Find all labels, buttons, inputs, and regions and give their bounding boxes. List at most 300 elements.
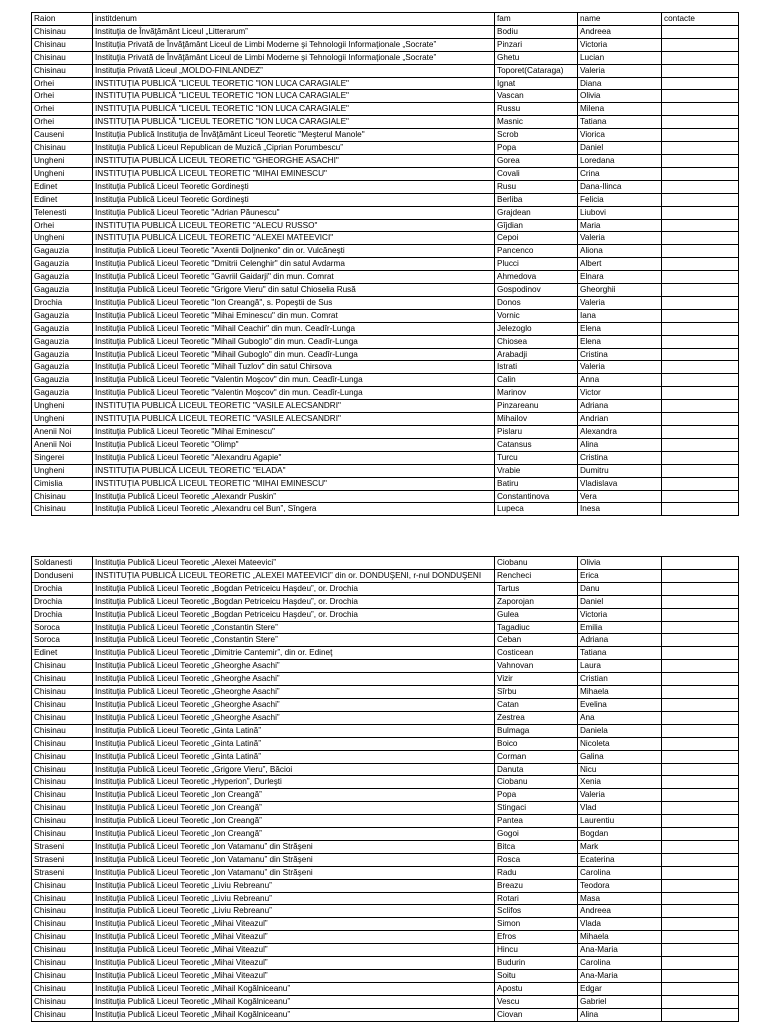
- contacts-cell: [662, 737, 739, 750]
- raion-cell: Causeni: [32, 129, 93, 142]
- surname-cell: Popa: [495, 789, 578, 802]
- name-cell: Mihaela: [578, 686, 662, 699]
- name-cell: Daniela: [578, 724, 662, 737]
- name-cell: Albert: [578, 258, 662, 271]
- raion-cell: Chisinau: [32, 142, 93, 155]
- name-cell: Evelina: [578, 698, 662, 711]
- contacts-cell: [662, 660, 739, 673]
- contacts-cell: [662, 103, 739, 116]
- contacts-cell: [662, 348, 739, 361]
- column-header: name: [578, 13, 662, 26]
- table-row: [32, 503, 739, 516]
- table-row: [32, 232, 739, 245]
- surname-cell: Efros: [495, 931, 578, 944]
- institution-cell: Instituţia Publică Liceul Teoretic "Dmitrii Celenghir" din satul Avdarma: [93, 258, 495, 271]
- name-cell: Daniel: [578, 142, 662, 155]
- name-cell: Elnara: [578, 271, 662, 284]
- table-row: [32, 724, 739, 737]
- table-row: [32, 634, 739, 647]
- name-cell: Ana-Maria: [578, 970, 662, 983]
- institution-cell: INSTITUŢIA PUBLICĂ LICEUL TEORETIC "MIHAI EMINESCU": [93, 167, 495, 180]
- contacts-cell: [662, 608, 739, 621]
- raion-cell: Chisinau: [32, 918, 93, 931]
- table-row: [32, 387, 739, 400]
- institution-cell: INSTITUŢIA PUBLICĂ LICEUL TEORETIC „ALEXEI MATEEVICI” din or. DONDUŞENI, r-nul DONDUŞENI: [93, 569, 495, 582]
- raion-cell: Drochia: [32, 582, 93, 595]
- table-row: [32, 400, 739, 413]
- table-row: [32, 686, 739, 699]
- table-row: [32, 918, 739, 931]
- surname-cell: Pinzari: [495, 38, 578, 51]
- contacts-cell: [662, 789, 739, 802]
- contacts-cell: [662, 750, 739, 763]
- raion-cell: Chisinau: [32, 982, 93, 995]
- raion-cell: Chisinau: [32, 724, 93, 737]
- name-cell: Mark: [578, 840, 662, 853]
- raion-cell: Chisinau: [32, 944, 93, 957]
- institution-cell: Instituţia Publică Liceul Teoretic „Liviu Rebreanu”: [93, 905, 495, 918]
- contacts-cell: [662, 154, 739, 167]
- surname-cell: Chiosea: [495, 335, 578, 348]
- table-row: [32, 296, 739, 309]
- surname-cell: Ghetu: [495, 51, 578, 64]
- table-row: [32, 621, 739, 634]
- table-row: [32, 464, 739, 477]
- table-row: [32, 258, 739, 271]
- table-row: [32, 142, 739, 155]
- raion-cell: Gagauzia: [32, 374, 93, 387]
- raion-cell: Chisinau: [32, 750, 93, 763]
- contacts-cell: [662, 724, 739, 737]
- table-row: [32, 129, 739, 142]
- name-cell: Teodora: [578, 879, 662, 892]
- raion-cell: Chisinau: [32, 789, 93, 802]
- surname-cell: Tartus: [495, 582, 578, 595]
- institution-cell: Instituţia Privată de Învăţământ Liceul de Limbi Moderne şi Tehnologii Informaţionale „Socrate”: [93, 51, 495, 64]
- surname-cell: Turcu: [495, 451, 578, 464]
- name-cell: Liubovi: [578, 206, 662, 219]
- contacts-cell: [662, 582, 739, 595]
- contacts-cell: [662, 595, 739, 608]
- surname-cell: Pantea: [495, 815, 578, 828]
- name-cell: Milena: [578, 103, 662, 116]
- raion-cell: Anenii Noi: [32, 426, 93, 439]
- name-cell: Valeria: [578, 64, 662, 77]
- table-row: [32, 608, 739, 621]
- name-cell: Elena: [578, 335, 662, 348]
- table-row: [32, 737, 739, 750]
- raion-cell: Gagauzia: [32, 387, 93, 400]
- raion-cell: Ungheni: [32, 400, 93, 413]
- institution-cell: Instituţia Publică Liceul Teoretic „Hyperion”, Durleşti: [93, 776, 495, 789]
- surname-cell: Apostu: [495, 982, 578, 995]
- contacts-cell: [662, 64, 739, 77]
- institution-cell: Instituţia Publică Liceul Teoretic "Valentin Moşcov" din mun. Ceadîr-Lunga: [93, 374, 495, 387]
- surname-cell: Grajdean: [495, 206, 578, 219]
- contacts-cell: [662, 970, 739, 983]
- table-row: [32, 426, 739, 439]
- raion-cell: Gagauzia: [32, 348, 93, 361]
- surname-cell: Ciobanu: [495, 776, 578, 789]
- raion-cell: Chisinau: [32, 698, 93, 711]
- contacts-cell: [662, 387, 739, 400]
- contacts-cell: [662, 490, 739, 503]
- name-cell: Lucian: [578, 51, 662, 64]
- raion-cell: Chisinau: [32, 931, 93, 944]
- name-cell: Valeria: [578, 361, 662, 374]
- institution-cell: Instituţia Publică Liceul Teoretic „Constantin Stere”: [93, 621, 495, 634]
- institution-cell: Instituţia Publică Liceul Teoretic „Ion Vatamanu” din Străşeni: [93, 840, 495, 853]
- name-cell: Inesa: [578, 503, 662, 516]
- name-cell: Dumitru: [578, 464, 662, 477]
- table-row: [32, 647, 739, 660]
- contacts-cell: [662, 763, 739, 776]
- raion-cell: Gagauzia: [32, 361, 93, 374]
- column-header: Raion: [32, 13, 93, 26]
- table-row: [32, 569, 739, 582]
- table-row: [32, 1008, 739, 1021]
- institution-cell: INSTITUŢIA PUBLICĂ "LICEUL TEORETIC "ION LUCA CARAGIALE": [93, 90, 495, 103]
- institution-cell: Instituţia Publică Liceul Teoretic „Bogdan Petriceicu Haşdeu”, or. Drochia: [93, 608, 495, 621]
- name-cell: Maria: [578, 219, 662, 232]
- table-row: [32, 193, 739, 206]
- name-cell: Valeria: [578, 296, 662, 309]
- contacts-cell: [662, 503, 739, 516]
- raion-cell: Chisinau: [32, 892, 93, 905]
- surname-cell: Covali: [495, 167, 578, 180]
- surname-cell: Vescu: [495, 995, 578, 1008]
- institution-cell: Instituţia Publică Liceul Teoretic „Liviu Rebreanu”: [93, 879, 495, 892]
- institution-cell: Instituţia Publică Liceul Teoretic "Ion Creangă", s. Popeştii de Sus: [93, 296, 495, 309]
- raion-cell: Straseni: [32, 866, 93, 879]
- surname-cell: Gulea: [495, 608, 578, 621]
- surname-cell: Stingaci: [495, 802, 578, 815]
- surname-cell: Plucci: [495, 258, 578, 271]
- table-row: [32, 103, 739, 116]
- institution-cell: Instituţia Publică Liceul Teoretic „Constantin Stere”: [93, 634, 495, 647]
- spreadsheet-table-bottom: [31, 556, 739, 1022]
- raion-cell: Chisinau: [32, 802, 93, 815]
- raion-cell: Orhei: [32, 77, 93, 90]
- surname-cell: Mihailov: [495, 413, 578, 426]
- surname-cell: Lupeca: [495, 503, 578, 516]
- name-cell: Carolina: [578, 957, 662, 970]
- raion-cell: Orhei: [32, 219, 93, 232]
- raion-cell: Ungheni: [32, 413, 93, 426]
- contacts-cell: [662, 400, 739, 413]
- name-cell: Masa: [578, 892, 662, 905]
- surname-cell: Soitu: [495, 970, 578, 983]
- institution-cell: Instituţia Publică Instituţia de Învăţământ Liceul Teoretic "Meşterul Manole": [93, 129, 495, 142]
- surname-cell: Vahnovan: [495, 660, 578, 673]
- institution-cell: Instituţia Publică Liceul Teoretic „Gheorghe Asachi”: [93, 673, 495, 686]
- contacts-cell: [662, 673, 739, 686]
- table-row: [32, 944, 739, 957]
- name-cell: Ecaterina: [578, 853, 662, 866]
- institution-cell: Instituţia Publică Liceul Teoretic „Ion Creangă”: [93, 802, 495, 815]
- raion-cell: Chisinau: [32, 828, 93, 841]
- contacts-cell: [662, 686, 739, 699]
- table-row: [32, 970, 739, 983]
- raion-cell: Chisinau: [32, 25, 93, 38]
- institution-cell: INSTITUŢIA PUBLICĂ LICEUL TEORETIC "MIHAI EMINESCU": [93, 477, 495, 490]
- institution-cell: Instituţia Publică Liceul Teoretic „Ion Vatamanu” din Străşeni: [93, 866, 495, 879]
- institution-cell: Instituţia Publică Liceul Teoretic „Alexandru cel Bun”, Sîngera: [93, 503, 495, 516]
- contacts-cell: [662, 206, 739, 219]
- name-cell: Tatiana: [578, 116, 662, 129]
- name-cell: Vladislava: [578, 477, 662, 490]
- name-cell: Edgar: [578, 982, 662, 995]
- contacts-cell: [662, 51, 739, 64]
- table-row: [32, 167, 739, 180]
- raion-cell: Ungheni: [32, 154, 93, 167]
- contacts-cell: [662, 892, 739, 905]
- table-row: [32, 892, 739, 905]
- institution-cell: Instituţia Publică Liceul Teoretic „Alexandr Puskin”: [93, 490, 495, 503]
- surname-cell: Costicean: [495, 647, 578, 660]
- name-cell: Diana: [578, 77, 662, 90]
- institution-cell: Instituţia Publică Liceul Teoretic "Grigore Vieru" din satul Chioselia Rusă: [93, 284, 495, 297]
- surname-cell: Rotari: [495, 892, 578, 905]
- contacts-cell: [662, 828, 739, 841]
- contacts-cell: [662, 284, 739, 297]
- institution-cell: Instituţia Publică Liceul Teoretic "Gavriil Gaidarji" din mun. Comrat: [93, 271, 495, 284]
- surname-cell: Gîjdian: [495, 219, 578, 232]
- table-row: [32, 335, 739, 348]
- contacts-cell: [662, 995, 739, 1008]
- spreadsheet-table-top: [31, 12, 739, 516]
- institution-cell: Instituţia Publică Liceul Teoretic „Mihai Viteazul”: [93, 931, 495, 944]
- table-row: [32, 866, 739, 879]
- contacts-cell: [662, 853, 739, 866]
- surname-cell: Ciobanu: [495, 557, 578, 570]
- name-cell: Daniel: [578, 595, 662, 608]
- raion-cell: Chisinau: [32, 995, 93, 1008]
- contacts-cell: [662, 776, 739, 789]
- surname-cell: Pislaru: [495, 426, 578, 439]
- contacts-cell: [662, 621, 739, 634]
- institution-cell: INSTITUŢIA PUBLICĂ LICEUL TEORETIC "VASILE ALECSANDRI": [93, 400, 495, 413]
- name-cell: Alina: [578, 1008, 662, 1021]
- surname-cell: Danuta: [495, 763, 578, 776]
- surname-cell: Istrati: [495, 361, 578, 374]
- name-cell: Vera: [578, 490, 662, 503]
- institution-cell: Instituţia Publică Liceul Teoretic "Mihai Eminescu" din mun. Comrat: [93, 309, 495, 322]
- table-row: [32, 982, 739, 995]
- raion-cell: Ungheni: [32, 167, 93, 180]
- surname-cell: Arabadji: [495, 348, 578, 361]
- table-row: [32, 879, 739, 892]
- contacts-cell: [662, 879, 739, 892]
- contacts-cell: [662, 840, 739, 853]
- table-row: [32, 438, 739, 451]
- contacts-cell: [662, 802, 739, 815]
- name-cell: Danu: [578, 582, 662, 595]
- contacts-cell: [662, 335, 739, 348]
- institution-cell: Instituţia Publică Liceul Teoretic „Mihai Viteazul”: [93, 918, 495, 931]
- institution-cell: Instituţia Publică Liceul Teoretic Gordineşti: [93, 180, 495, 193]
- contacts-cell: [662, 957, 739, 970]
- surname-cell: Toporet(Cataraga): [495, 64, 578, 77]
- surname-cell: Rencheci: [495, 569, 578, 582]
- name-cell: Valeria: [578, 232, 662, 245]
- contacts-cell: [662, 296, 739, 309]
- table-row: [32, 206, 739, 219]
- raion-cell: Chisinau: [32, 905, 93, 918]
- surname-cell: Marinov: [495, 387, 578, 400]
- raion-cell: Gagauzia: [32, 309, 93, 322]
- raion-cell: Gagauzia: [32, 335, 93, 348]
- surname-cell: Catansus: [495, 438, 578, 451]
- table-row: [32, 815, 739, 828]
- raion-cell: Chisinau: [32, 673, 93, 686]
- name-cell: Ana-Maria: [578, 944, 662, 957]
- surname-cell: Catan: [495, 698, 578, 711]
- institution-cell: INSTITUŢIA PUBLICĂ LICEUL TEORETIC "ALEXEI MATEEVICI": [93, 232, 495, 245]
- raion-cell: Drochia: [32, 595, 93, 608]
- institution-cell: INSTITUŢIA PUBLICĂ LICEUL TEORETIC "ELADA": [93, 464, 495, 477]
- name-cell: Gheorghii: [578, 284, 662, 297]
- institution-cell: Instituţia Publică Liceul Teoretic „Mihai Viteazul”: [93, 957, 495, 970]
- contacts-cell: [662, 634, 739, 647]
- contacts-cell: [662, 557, 739, 570]
- surname-cell: Gorea: [495, 154, 578, 167]
- raion-cell: Chisinau: [32, 957, 93, 970]
- name-cell: Vlada: [578, 918, 662, 931]
- surname-cell: Breazu: [495, 879, 578, 892]
- institution-cell: Instituţia Publică Liceul Teoretic „Ginta Latină”: [93, 750, 495, 763]
- contacts-cell: [662, 38, 739, 51]
- name-cell: Viorica: [578, 129, 662, 142]
- raion-cell: Edinet: [32, 193, 93, 206]
- contacts-cell: [662, 905, 739, 918]
- institution-cell: Instituţia Privată Liceul „MOLDO-FINLANDEZ”: [93, 64, 495, 77]
- raion-cell: Straseni: [32, 853, 93, 866]
- contacts-cell: [662, 258, 739, 271]
- institution-cell: Instituţia Publică Liceul Teoretic „Bogdan Petriceicu Haşdeu”, or. Drochia: [93, 595, 495, 608]
- institution-cell: INSTITUŢIA PUBLICĂ LICEUL TEORETIC "ALECU RUSSO": [93, 219, 495, 232]
- institution-cell: Instituţia Publică Liceul Teoretic „Liviu Rebreanu”: [93, 892, 495, 905]
- name-cell: Nicoleta: [578, 737, 662, 750]
- raion-cell: Telenesti: [32, 206, 93, 219]
- table-row: [32, 582, 739, 595]
- column-header: fam: [495, 13, 578, 26]
- contacts-cell: [662, 866, 739, 879]
- surname-cell: Zaporojan: [495, 595, 578, 608]
- institution-cell: INSTITUŢIA PUBLICĂ LICEUL TEORETIC "VASILE ALECSANDRI": [93, 413, 495, 426]
- institution-cell: Instituţia Publică Liceul Teoretic "Mihail Ceachir" din mun. Ceadîr-Lunga: [93, 322, 495, 335]
- contacts-cell: [662, 711, 739, 724]
- table-row: [32, 271, 739, 284]
- institution-cell: INSTITUŢIA PUBLICĂ "LICEUL TEORETIC "ION LUCA CARAGIALE": [93, 116, 495, 129]
- table-body-bottom: [32, 557, 739, 1022]
- contacts-cell: [662, 918, 739, 931]
- raion-cell: Gagauzia: [32, 322, 93, 335]
- raion-cell: Edinet: [32, 647, 93, 660]
- surname-cell: Vrabie: [495, 464, 578, 477]
- name-cell: Felicia: [578, 193, 662, 206]
- raion-cell: Chisinau: [32, 38, 93, 51]
- surname-cell: Sclifos: [495, 905, 578, 918]
- table-row: [32, 995, 739, 1008]
- surname-cell: Vascan: [495, 90, 578, 103]
- surname-cell: Rusu: [495, 180, 578, 193]
- raion-cell: Chisinau: [32, 51, 93, 64]
- raion-cell: Soroca: [32, 634, 93, 647]
- table-row: [32, 931, 739, 944]
- table-row: [32, 51, 739, 64]
- table-body-top: [32, 13, 739, 516]
- table-row: [32, 763, 739, 776]
- surname-cell: Zestrea: [495, 711, 578, 724]
- name-cell: Olivia: [578, 90, 662, 103]
- raion-cell: Chisinau: [32, 815, 93, 828]
- name-cell: Cristina: [578, 451, 662, 464]
- contacts-cell: [662, 982, 739, 995]
- institution-cell: Instituţia Publică Liceul Teoretic "Mihai Eminescu": [93, 426, 495, 439]
- raion-cell: Gagauzia: [32, 258, 93, 271]
- name-cell: Cristina: [578, 348, 662, 361]
- institution-cell: Instituţia Publică Liceul Teoretic „Ion Creangă”: [93, 828, 495, 841]
- raion-cell: Straseni: [32, 840, 93, 853]
- column-header: institdenum: [93, 13, 495, 26]
- surname-cell: Corman: [495, 750, 578, 763]
- contacts-cell: [662, 647, 739, 660]
- institution-cell: Instituţia Publică Liceul Teoretic „Ginta Latină”: [93, 724, 495, 737]
- name-cell: Xenia: [578, 776, 662, 789]
- institution-cell: Instituţia Publică Liceul Teoretic „Gheorghe Asachi”: [93, 698, 495, 711]
- surname-cell: Donos: [495, 296, 578, 309]
- name-cell: Erica: [578, 569, 662, 582]
- name-cell: Mihaela: [578, 931, 662, 944]
- contacts-cell: [662, 322, 739, 335]
- raion-cell: Gagauzia: [32, 271, 93, 284]
- surname-cell: Gogoi: [495, 828, 578, 841]
- institution-cell: Instituţia Publică Liceul Teoretic „Grigore Vieru”, Băcioi: [93, 763, 495, 776]
- surname-cell: Ciovan: [495, 1008, 578, 1021]
- institution-cell: INSTITUŢIA PUBLICĂ "LICEUL TEORETIC "ION LUCA CARAGIALE": [93, 103, 495, 116]
- table-row: [32, 374, 739, 387]
- table-row: [32, 38, 739, 51]
- institution-cell: Instituţia Publică Liceul Teoretic "Mihail Guboglo" din mun. Ceadîr-Lunga: [93, 335, 495, 348]
- raion-cell: Chisinau: [32, 763, 93, 776]
- surname-cell: Hincu: [495, 944, 578, 957]
- institution-cell: Instituţia Publică Liceul Teoretic „Alexei Mateevici”: [93, 557, 495, 570]
- surname-cell: Scrob: [495, 129, 578, 142]
- table-row: [32, 750, 739, 763]
- contacts-cell: [662, 180, 739, 193]
- table-row: [32, 711, 739, 724]
- table-row: [32, 361, 739, 374]
- institution-cell: Instituţia Publică Liceul Teoretic „Dimitrie Cantemir”, din or. Edineţ: [93, 647, 495, 660]
- surname-cell: Bitca: [495, 840, 578, 853]
- column-header: contacte: [662, 13, 739, 26]
- contacts-cell: [662, 477, 739, 490]
- table-row: [32, 776, 739, 789]
- contacts-cell: [662, 90, 739, 103]
- raion-cell: Chisinau: [32, 503, 93, 516]
- contacts-cell: [662, 438, 739, 451]
- raion-cell: Drochia: [32, 296, 93, 309]
- table-row: [32, 698, 739, 711]
- contacts-cell: [662, 464, 739, 477]
- name-cell: Adriana: [578, 400, 662, 413]
- name-cell: Valeria: [578, 789, 662, 802]
- contacts-cell: [662, 193, 739, 206]
- name-cell: Crina: [578, 167, 662, 180]
- institution-cell: Instituţia Publică Liceul Teoretic „Ginta Latină”: [93, 737, 495, 750]
- raion-cell: Soldanesti: [32, 557, 93, 570]
